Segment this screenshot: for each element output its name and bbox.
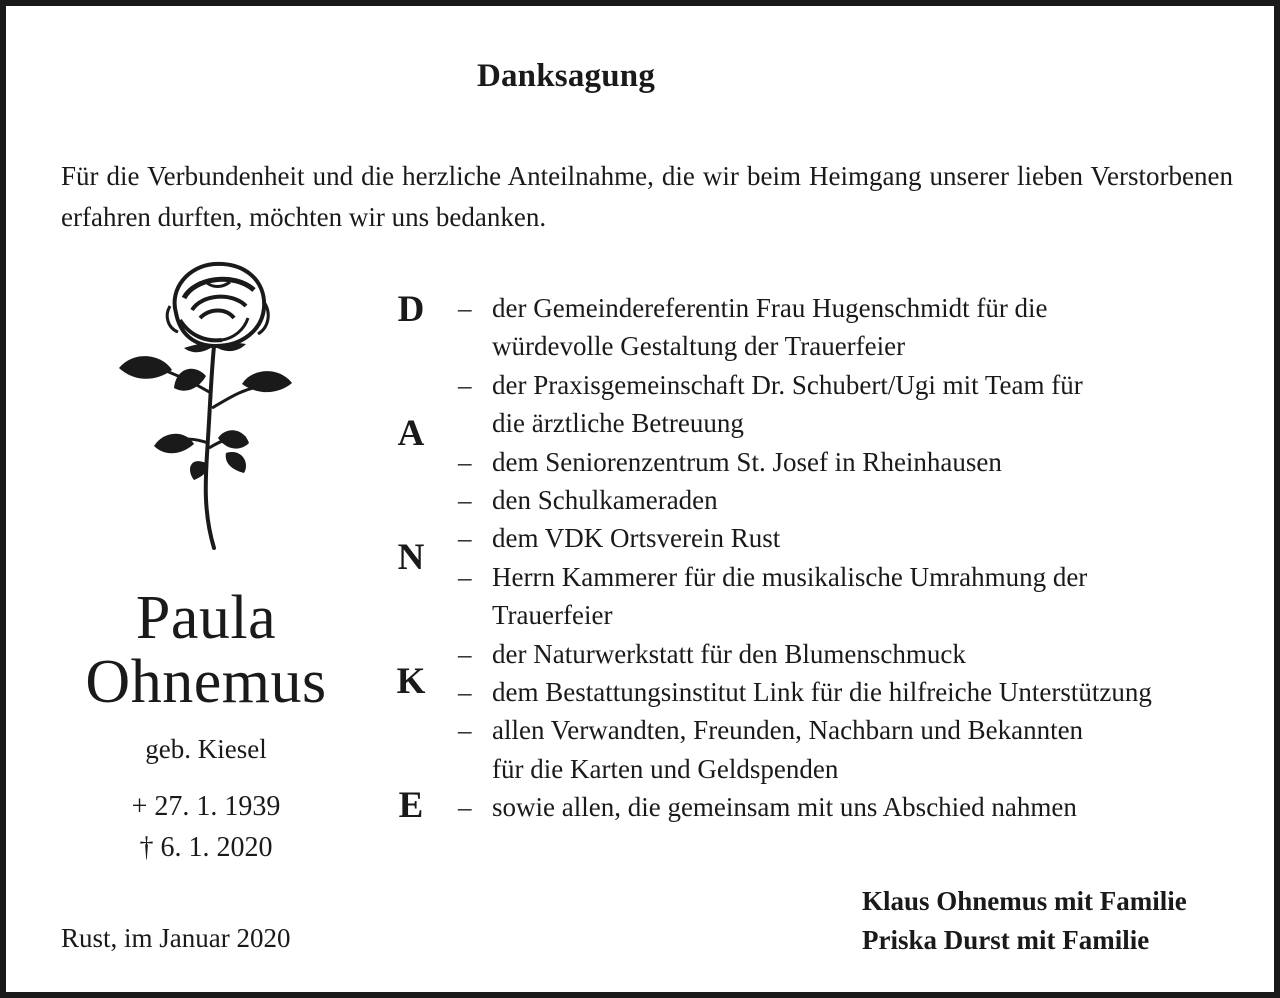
signature-line: Klaus Ohnemus mit Familie bbox=[862, 886, 1187, 916]
danke-letter-e: E bbox=[398, 785, 424, 826]
list-dash: – bbox=[458, 523, 472, 554]
death-date: † 6. 1. 2020 bbox=[139, 832, 273, 863]
thanks-item bbox=[458, 673, 1248, 711]
rose-icon bbox=[114, 258, 299, 553]
thanks-line: den Schulkameraden bbox=[492, 485, 718, 516]
thanks-item bbox=[458, 289, 1248, 366]
thanks-item bbox=[458, 788, 1248, 826]
intro-paragraph: Für die Verbundenheit und die herzliche Anteilnahme, die wir beim Heimgang unserer lieben Verstorbenen erfahren durften, möchten wir uns bedanken. bbox=[61, 161, 1233, 232]
list-dash: – bbox=[458, 638, 472, 669]
place-and-date: Rust, im Januar 2020 bbox=[61, 923, 291, 953]
thanks-line: dem Bestattungsinstitut Link für die hilfreiche Unterstützung bbox=[492, 677, 1152, 708]
deceased-first-name: Paula bbox=[135, 584, 277, 652]
thanks-item bbox=[458, 366, 1248, 443]
thanks-line: der Naturwerkstatt für den Blumenschmuck bbox=[492, 638, 966, 669]
thanks-item bbox=[458, 558, 1248, 635]
thanks-item bbox=[458, 481, 1248, 519]
thanks-line: würdevolle Gestaltung der Trauerfeier bbox=[492, 331, 906, 362]
thanks-item bbox=[458, 635, 1248, 673]
deceased-block bbox=[46, 586, 366, 868]
thanks-line: Herrn Kammerer für die musikalische Umrahmung der bbox=[492, 561, 1088, 592]
danke-letter-d: D bbox=[397, 289, 425, 330]
thanks-line: allen Verwandten, Freunden, Nachbarn und Bekannten bbox=[492, 715, 1084, 746]
thanks-line: sowie allen, die gemeinsam mit uns Abschied nahmen bbox=[492, 792, 1077, 823]
notice-title: Danksagung bbox=[476, 58, 656, 94]
deceased-last-name: Ohnemus bbox=[85, 648, 327, 716]
signatures bbox=[862, 882, 1187, 960]
thanks-line: dem Seniorenzentrum St. Josef in Rheinhausen bbox=[492, 446, 1002, 477]
thanks-line: für die Karten und Geldspenden bbox=[492, 753, 839, 784]
list-dash: – bbox=[458, 792, 472, 823]
danke-letter-k: K bbox=[396, 661, 426, 702]
life-dates bbox=[46, 786, 366, 868]
list-dash: – bbox=[458, 715, 472, 746]
thanks-item bbox=[458, 443, 1248, 481]
list-dash: – bbox=[458, 293, 472, 323]
birth-date: + 27. 1. 1939 bbox=[131, 791, 281, 822]
thanks-line: dem VDK Ortsverein Rust bbox=[492, 523, 781, 554]
list-dash: – bbox=[458, 677, 472, 708]
thanks-item bbox=[458, 711, 1248, 788]
thanks-line: der Praxisgemeinschaft Dr. Schubert/Ugi mit Team für bbox=[492, 369, 1083, 400]
thanks-line: Trauerfeier bbox=[492, 600, 613, 631]
thanks-item bbox=[458, 519, 1248, 557]
signature-line: Priska Durst mit Familie bbox=[862, 925, 1150, 955]
birth-name: geb. Kiesel bbox=[145, 734, 267, 764]
thanks-line: die ärztliche Betreuung bbox=[492, 408, 744, 439]
danke-letter-a: A bbox=[397, 413, 425, 454]
list-dash: – bbox=[458, 446, 472, 477]
list-dash: – bbox=[458, 485, 472, 516]
list-dash: – bbox=[458, 369, 472, 400]
thanks-line: der Gemeindereferentin Frau Hugenschmidt für die bbox=[492, 293, 1048, 323]
list-dash: – bbox=[458, 561, 472, 592]
thanks-list bbox=[458, 289, 1248, 827]
danke-letter-n: N bbox=[397, 537, 425, 578]
